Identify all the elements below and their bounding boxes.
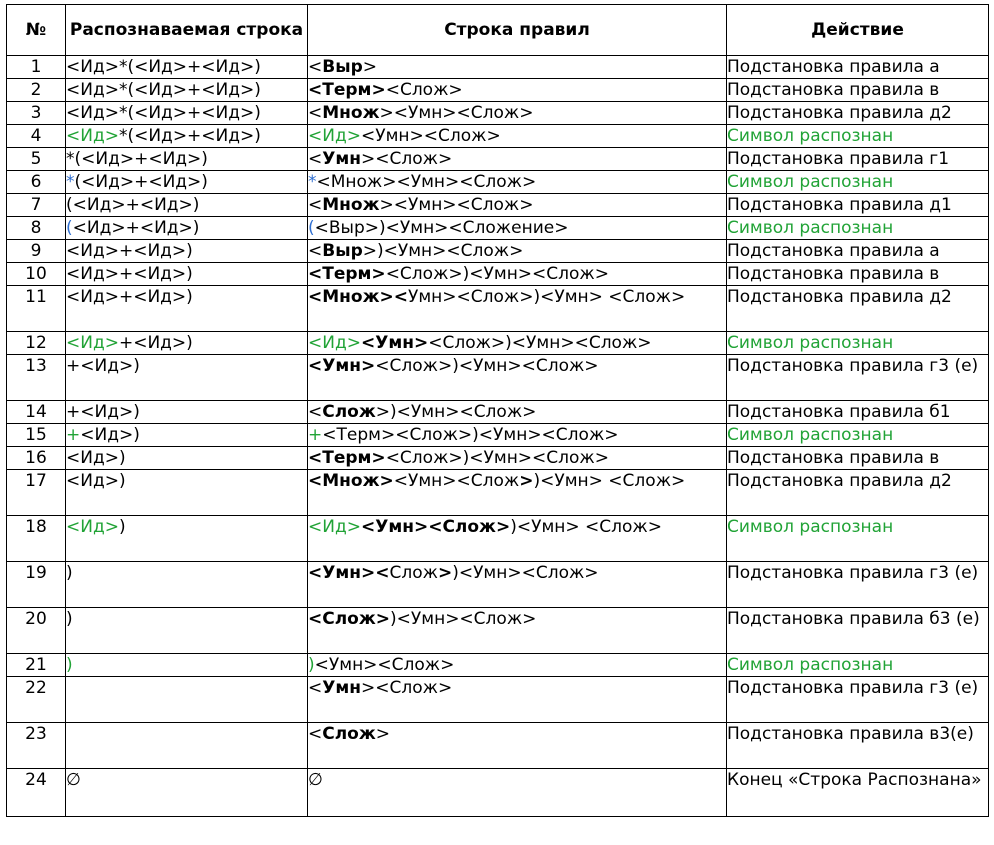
row-number: 8 xyxy=(7,217,66,240)
recognized-string xyxy=(66,401,308,424)
recognized-string xyxy=(66,654,308,677)
row-number: 4 xyxy=(7,125,66,148)
rule-string-segment: > xyxy=(375,724,391,744)
rule-string-segment: < xyxy=(308,80,323,100)
row-number: 10 xyxy=(7,263,66,286)
rule-string-segment: * xyxy=(308,172,317,192)
row-number: 6 xyxy=(7,171,66,194)
action: Символ распознан xyxy=(727,332,989,355)
recognized-string xyxy=(66,516,308,562)
rule-string-segment: > xyxy=(519,471,534,491)
rule-string-segment: Умн xyxy=(322,678,361,698)
rule-string-segment: ><Слож> xyxy=(361,149,453,169)
recognized-string-segment: +<Ид>) xyxy=(66,402,140,422)
table-row xyxy=(7,723,989,769)
rule-string-segment: )<Умн><Слож> xyxy=(452,563,599,583)
row-number: 23 xyxy=(7,723,66,769)
table-row xyxy=(7,516,989,562)
rule-string-segment: <Ид> xyxy=(308,126,361,146)
rule-string-segment: ><Слож> xyxy=(361,678,453,698)
rule-string-segment: <Слож>)<Умн><Слож> xyxy=(375,356,599,376)
rule-string xyxy=(308,79,727,102)
row-number: 7 xyxy=(7,194,66,217)
rule-string xyxy=(308,677,727,723)
recognized-string-segment: * xyxy=(66,172,75,192)
recognized-string xyxy=(66,217,308,240)
rule-string xyxy=(308,286,727,332)
action: Символ распознан xyxy=(727,217,989,240)
action: Подстановка правила д2 xyxy=(727,286,989,332)
recognized-string-segment: (<Ид>+<Ид>) xyxy=(66,195,200,215)
action: Подстановка правила г3 (e) xyxy=(727,562,989,608)
row-number: 24 xyxy=(7,769,66,817)
recognized-string xyxy=(66,171,308,194)
rule-string xyxy=(308,332,727,355)
recognized-string xyxy=(66,562,308,608)
recognized-string-segment: <Ид>*(<Ид>+<Ид>) xyxy=(66,103,261,123)
rule-string xyxy=(308,516,727,562)
table-row xyxy=(7,286,989,332)
rule-string-segment: <Ид> xyxy=(308,333,361,353)
recognized-string xyxy=(66,355,308,401)
row-number: 1 xyxy=(7,56,66,79)
rule-string xyxy=(308,217,727,240)
rule-string-segment: < xyxy=(308,103,323,123)
rule-string-segment: <Умн><Слож> xyxy=(360,126,501,146)
parse-table xyxy=(6,4,989,817)
rule-string-segment: ∅ xyxy=(308,770,323,790)
rule-string-segment: < xyxy=(308,57,323,77)
rule-string-segment: Умн xyxy=(322,149,361,169)
recognized-string-segment: <Ид>*(<Ид>+<Ид>) xyxy=(66,80,261,100)
table-row xyxy=(7,240,989,263)
table-row xyxy=(7,171,989,194)
rule-string-segment: < xyxy=(308,678,323,698)
action: Конец «Строка Распознана» xyxy=(727,769,989,817)
table-row xyxy=(7,355,989,401)
rule-string-segment: <Терм><Слож>)<Умн><Слож> xyxy=(322,425,619,445)
row-number: 13 xyxy=(7,355,66,401)
rule-string xyxy=(308,148,727,171)
rule-string xyxy=(308,470,727,516)
table-row xyxy=(7,769,989,817)
rule-string-segment: >)<Умн><Слож> xyxy=(375,402,537,422)
recognized-string xyxy=(66,79,308,102)
table-row xyxy=(7,654,989,677)
recognized-string-segment: <Ид> xyxy=(66,517,119,537)
recognized-string-segment: ) xyxy=(66,563,73,583)
action: Подстановка правила а xyxy=(727,56,989,79)
rule-string-segment: Множ xyxy=(322,103,380,123)
rule-string-segment: ( xyxy=(308,218,315,238)
recognized-string xyxy=(66,56,308,79)
recognized-string xyxy=(66,332,308,355)
recognized-string-segment: <Ид>+<Ид>) xyxy=(66,264,193,284)
table-row xyxy=(7,148,989,171)
row-number: 12 xyxy=(7,332,66,355)
table-row xyxy=(7,608,989,654)
table-row xyxy=(7,470,989,516)
action: Подстановка правила б1 xyxy=(727,401,989,424)
rule-string-segment: < xyxy=(308,241,323,261)
recognized-string-segment: <Ид>) xyxy=(66,471,126,491)
recognized-string-segment: <Ид> xyxy=(66,126,119,146)
action: Подстановка правила б3 (e) xyxy=(727,608,989,654)
row-number: 21 xyxy=(7,654,66,677)
row-number: 19 xyxy=(7,562,66,608)
rule-string-segment: <Слож> xyxy=(308,609,391,629)
rule-string-segment: <Терм> xyxy=(308,448,386,468)
recognized-string xyxy=(66,447,308,470)
rule-string-segment: <Слож>)<Умн><Слож> xyxy=(385,264,609,284)
recognized-string-segment: +<Ид>) xyxy=(118,333,193,353)
row-number: 2 xyxy=(7,79,66,102)
rule-string-segment: <Умн> xyxy=(308,356,376,376)
action: Подстановка правила в xyxy=(727,263,989,286)
recognized-string-segment: + xyxy=(66,425,81,445)
recognized-string-segment: *(<Ид>+<Ид>) xyxy=(118,126,261,146)
table-row xyxy=(7,102,989,125)
table-row xyxy=(7,217,989,240)
recognized-string-segment: <Ид> xyxy=(66,333,119,353)
header-action: Действие xyxy=(727,5,989,56)
rule-string xyxy=(308,240,727,263)
recognized-string-segment: ∅ xyxy=(66,770,81,790)
rule-string-segment: > xyxy=(437,563,453,583)
rule-string-segment: <Умн><Слож xyxy=(393,471,520,491)
rule-string xyxy=(308,447,727,470)
table-row xyxy=(7,562,989,608)
row-number: 3 xyxy=(7,102,66,125)
rule-string-segment: )<Умн> <Слож> xyxy=(510,517,662,537)
rule-string xyxy=(308,125,727,148)
row-number: 16 xyxy=(7,447,66,470)
rule-string-segment: <Ид> xyxy=(308,517,361,537)
recognized-string xyxy=(66,125,308,148)
rule-string-segment: > xyxy=(362,57,377,77)
table-row xyxy=(7,56,989,79)
rule-string-segment: <Терм> xyxy=(308,264,386,284)
action: Подстановка правила г3 (e) xyxy=(727,355,989,401)
rule-string-segment: > xyxy=(371,80,386,100)
rule-string-segment: <Множ> xyxy=(308,471,394,491)
table-row xyxy=(7,677,989,723)
rule-string-segment: ><Умн><Слож> xyxy=(379,103,534,123)
header-rules: Строка правил xyxy=(308,5,727,56)
recognized-string-segment: ) xyxy=(66,655,73,675)
recognized-string xyxy=(66,470,308,516)
rule-string-segment: < xyxy=(308,724,323,744)
rule-string xyxy=(308,355,727,401)
action: Символ распознан xyxy=(727,654,989,677)
header-row xyxy=(7,5,989,56)
table-row xyxy=(7,79,989,102)
rule-string xyxy=(308,654,727,677)
recognized-string xyxy=(66,148,308,171)
rule-string xyxy=(308,562,727,608)
rule-string xyxy=(308,102,727,125)
action: Подстановка правила д2 xyxy=(727,470,989,516)
rule-string xyxy=(308,401,727,424)
rule-string-segment: < xyxy=(308,149,323,169)
rule-string-segment: Выр xyxy=(322,57,363,77)
rule-string-segment: <Слож>)<Умн><Слож> xyxy=(385,448,609,468)
recognized-string xyxy=(66,677,308,723)
action: Подстановка правила г1 xyxy=(727,148,989,171)
row-number: 18 xyxy=(7,516,66,562)
rule-string-segment: Слож xyxy=(322,402,376,422)
rule-string xyxy=(308,171,727,194)
table-row xyxy=(7,447,989,470)
rule-string-segment: <Умн><Слож> xyxy=(360,517,511,537)
action: Подстановка правила а xyxy=(727,240,989,263)
recognized-string-segment: <Ид>+<Ид>) xyxy=(72,218,200,238)
recognized-string xyxy=(66,263,308,286)
recognized-string xyxy=(66,286,308,332)
recognized-string-segment: ) xyxy=(118,517,126,537)
rule-string xyxy=(308,723,727,769)
recognized-string xyxy=(66,424,308,447)
recognized-string xyxy=(66,723,308,769)
rule-string-segment: <Выр>)<Умн><Сложение> xyxy=(314,218,569,238)
action: Подстановка правила д2 xyxy=(727,102,989,125)
rule-string-segment: Слож xyxy=(389,563,438,583)
rule-string-segment: ><Умн><Слож> xyxy=(379,195,534,215)
rule-string-segment: )<Умн> <Слож> xyxy=(533,471,686,491)
rule-string-segment: <Умн>< xyxy=(308,563,390,583)
recognized-string-segment: ( xyxy=(66,218,73,238)
action: Подстановка правила в xyxy=(727,79,989,102)
recognized-string xyxy=(66,769,308,817)
recognized-string xyxy=(66,240,308,263)
row-number: 20 xyxy=(7,608,66,654)
action: Подстановка правила в3(e) xyxy=(727,723,989,769)
row-number: 15 xyxy=(7,424,66,447)
table-row xyxy=(7,424,989,447)
rule-string-segment: Множ xyxy=(322,195,380,215)
recognized-string-segment: <Ид>*(<Ид>+<Ид>) xyxy=(66,57,261,77)
rule-string-segment: )<Умн><Слож> xyxy=(390,609,537,629)
rule-string-segment: Слож xyxy=(322,724,376,744)
table-row xyxy=(7,263,989,286)
header-num: № xyxy=(7,5,66,56)
row-number: 5 xyxy=(7,148,66,171)
rule-string xyxy=(308,194,727,217)
row-number: 14 xyxy=(7,401,66,424)
recognized-string xyxy=(66,194,308,217)
action: Символ распознан xyxy=(727,171,989,194)
rule-string-segment: >)<Умн><Слож> xyxy=(362,241,524,261)
recognized-string-segment: <Ид>+<Ид>) xyxy=(66,241,193,261)
rule-string-segment: <Слож>)<Умн><Слож> xyxy=(428,333,652,353)
row-number: 17 xyxy=(7,470,66,516)
row-number: 11 xyxy=(7,286,66,332)
rule-string-segment: ) xyxy=(308,655,315,675)
action: Символ распознан xyxy=(727,424,989,447)
rule-string xyxy=(308,424,727,447)
rule-string-segment: < xyxy=(308,402,323,422)
rule-string-segment: <Умн><Слож> xyxy=(314,655,455,675)
rule-string-segment: <Умн> xyxy=(360,333,429,353)
recognized-string-segment: +<Ид>) xyxy=(66,356,140,376)
table-row xyxy=(7,194,989,217)
table-row xyxy=(7,125,989,148)
row-number: 22 xyxy=(7,677,66,723)
table-body xyxy=(7,56,989,817)
rule-string-segment: < xyxy=(308,195,323,215)
action: Символ распознан xyxy=(727,516,989,562)
action: Подстановка правила д1 xyxy=(727,194,989,217)
recognized-string-segment: *(<Ид>+<Ид>) xyxy=(66,149,208,169)
recognized-string-segment: <Ид>) xyxy=(66,448,126,468)
recognized-string xyxy=(66,608,308,654)
row-number: 9 xyxy=(7,240,66,263)
recognized-string-segment: ) xyxy=(66,609,73,629)
rule-string xyxy=(308,608,727,654)
table-row xyxy=(7,332,989,355)
rule-string-segment: <Слож> xyxy=(385,80,463,100)
rule-string-segment: Умн><Слож>)<Умн> <Слож> xyxy=(408,287,686,307)
rule-string xyxy=(308,263,727,286)
rule-string-segment: + xyxy=(308,425,323,445)
rule-string-segment: Выр xyxy=(322,241,363,261)
recognized-string-segment: <Ид>) xyxy=(80,425,140,445)
recognized-string xyxy=(66,102,308,125)
rule-string xyxy=(308,56,727,79)
rule-string-segment: <Множ><Умн><Слож> xyxy=(316,172,537,192)
action: Подстановка правила в xyxy=(727,447,989,470)
action: Символ распознан xyxy=(727,125,989,148)
table-row xyxy=(7,401,989,424)
recognized-string-segment: <Ид>+<Ид>) xyxy=(66,287,193,307)
recognized-string-segment: (<Ид>+<Ид>) xyxy=(74,172,208,192)
header-string: Распознаваемая строка xyxy=(66,5,308,56)
action: Подстановка правила г3 (e) xyxy=(727,677,989,723)
rule-string xyxy=(308,769,727,817)
rule-string-segment: <Множ>< xyxy=(308,287,408,307)
rule-string-segment: Терм xyxy=(322,80,372,100)
